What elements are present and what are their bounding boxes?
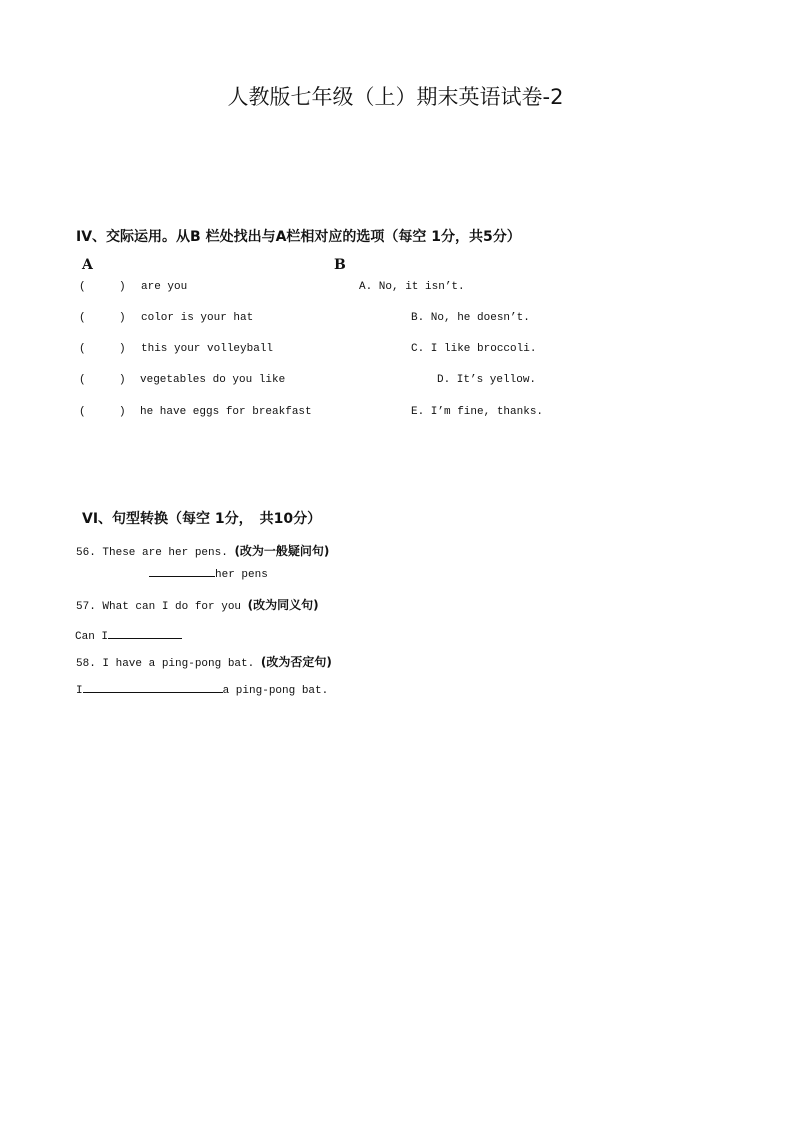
question-text: 57. What can I do for you <box>76 601 242 613</box>
question-56 <box>76 544 329 560</box>
answer-blank[interactable] <box>108 627 182 639</box>
b-item: B. No, he doesn’t. <box>411 312 530 324</box>
question-text: 56. These are her pens. <box>76 547 228 559</box>
b-item: D. It’s yellow. <box>437 374 537 386</box>
b-item: E. I’m fine, thanks. <box>411 406 544 418</box>
answer-suffix: a ping-pong bat. <box>222 685 329 697</box>
a-item: he have eggs for breakfast <box>140 406 312 418</box>
section-6-heading: VI、句型转换（每空 1分， 共10分） <box>82 511 322 527</box>
question-instruction: (改为同义句) <box>247 598 319 612</box>
a-item: are you <box>141 281 188 293</box>
answer-bracket-open[interactable]: ( <box>79 343 86 355</box>
question-58 <box>76 655 332 671</box>
column-a-label: A <box>82 257 93 273</box>
answer-bracket-close: ) <box>119 312 126 324</box>
question-instruction: (改为一般疑问句) <box>234 544 330 558</box>
answer-bracket-close: ) <box>119 281 126 293</box>
a-item: this your volleyball <box>141 343 274 355</box>
answer-56 <box>149 565 268 582</box>
answer-blank[interactable] <box>149 565 215 577</box>
question-57 <box>76 598 319 614</box>
answer-bracket-open[interactable]: ( <box>79 281 86 293</box>
b-item: C. I like broccoli. <box>411 343 537 355</box>
column-b-label: B <box>334 257 346 273</box>
answer-bracket-close: ) <box>119 406 126 418</box>
answer-prefix: I <box>76 685 83 697</box>
answer-bracket-open[interactable]: ( <box>79 374 86 386</box>
a-item: color is your hat <box>141 312 254 324</box>
question-instruction: (改为否定句) <box>260 655 332 669</box>
answer-58 <box>76 681 328 698</box>
answer-prefix: Can I <box>75 631 109 643</box>
section-4-heading: IV、交际运用。从B 栏处找出与A栏相对应的选项（每空 1分，共5分） <box>76 229 521 245</box>
answer-bracket-close: ) <box>119 343 126 355</box>
answer-bracket-close: ) <box>119 374 126 386</box>
page-title: 人教版七年级（上）期末英语试卷-2 <box>227 85 564 109</box>
answer-suffix: her pens <box>215 569 268 581</box>
answer-bracket-open[interactable]: ( <box>79 406 86 418</box>
a-item: vegetables do you like <box>140 374 286 386</box>
answer-blank[interactable] <box>83 681 223 693</box>
answer-57 <box>75 627 182 644</box>
question-text: 58. I have a ping-pong bat. <box>76 658 255 670</box>
b-item: A. No, it isn’t. <box>359 281 465 293</box>
answer-bracket-open[interactable]: ( <box>79 312 86 324</box>
